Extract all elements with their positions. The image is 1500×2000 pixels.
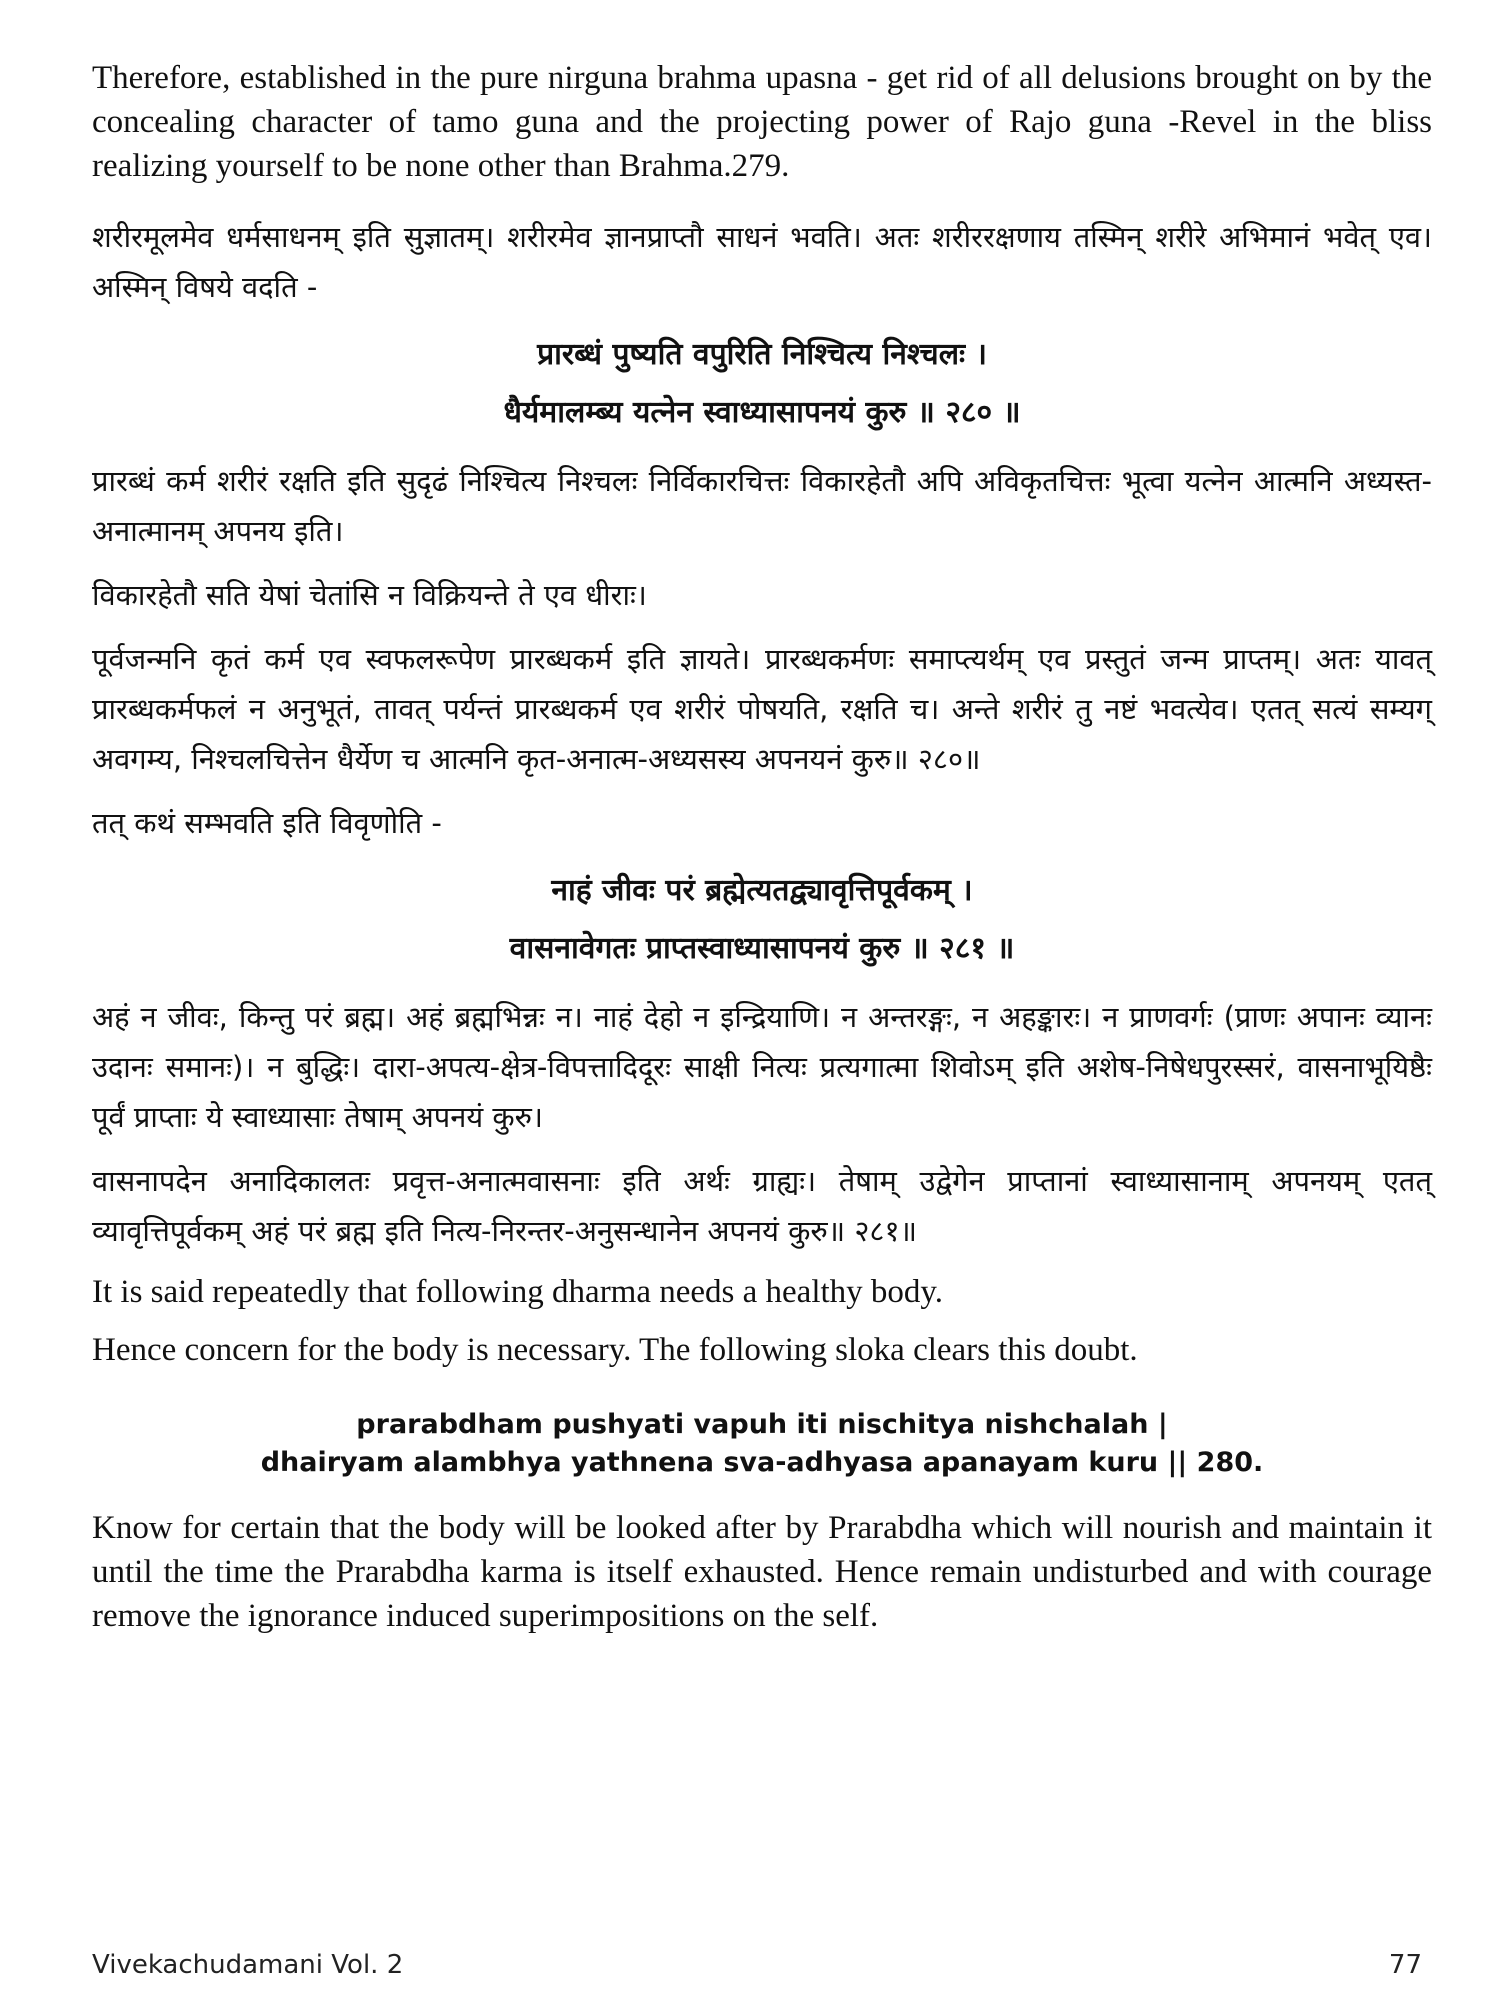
sanskrit-paragraph-2: प्रारब्धं कर्म शरीरं रक्षति इति सुदृढं निश्चित्य निश्चलः निर्विकारचित्तः विकारहेतौ अपि अविकृतचित्तः भूत्वा यत्नेन आत्मनि अध्यस्त-अनात्मानम् अपनय इति। — [92, 464, 1432, 548]
page-content — [92, 56, 1432, 1638]
sanskrit-paragraph-5: तत् कथं सम्भवति इति विवृणोति - — [92, 806, 442, 840]
intro-english-paragraph: Therefore, established in the pure nirguna brahma upasna - get rid of all delusions brought on by the concealing character of tamo guna and the projecting power of Rajo guna -Revel in the bliss realizing yourself to be none other than Brahma.279. — [92, 60, 1432, 184]
footer-book-title: Vivekachudamani Vol. 2 — [92, 1950, 404, 1980]
transliteration-line-1: prarabdham pushyati vapuh iti nischitya nishchalah | — [356, 1409, 1168, 1440]
sanskrit-paragraph-7: वासनापदेन अनादिकालतः प्रवृत्त-अनात्मवासनाः इति अर्थः ग्राह्यः। तेषाम् उद्वेगेन प्राप्तानां स्वाध्यासानाम् अपनयम् एतत् व्यावृत्तिपूर्वकम् अहं परं ब्रह्म इति नित्य-निरन्तर-अनुसन्धानेन अपनयं कुरु॥ २८१॥ — [92, 1164, 1432, 1248]
verse-280 — [92, 326, 1432, 442]
english-line-1: It is said repeatedly that following dharma needs a healthy body. — [92, 1274, 944, 1310]
transliteration-verse-280 — [92, 1406, 1432, 1482]
english-translation-paragraph: Know for certain that the body will be looked after by Prarabdha which will nourish and maintain it until the time the Prarabdha karma is itself exhausted. Hence remain undisturbed and with courage remove the ignorance induced superimpositions on the self. — [92, 1510, 1432, 1634]
verse-281-line-2: वासनावेगतः प्राप्तस्वाध्यासापनयं कुरु ॥ २८१ ॥ — [509, 931, 1015, 966]
english-line-2: Hence concern for the body is necessary. The following sloka clears this doubt. — [92, 1332, 1138, 1368]
transliteration-line-2: dhairyam alambhya yathnena sva-adhyasa apanayam kuru || 280. — [260, 1447, 1264, 1478]
verse-280-line-2: धैर्यमालम्ब्य यत्नेन स्वाध्यासापनयं कुरु ॥ २८० ॥ — [503, 395, 1021, 430]
sanskrit-paragraph-3: विकारहेतौ सति येषां चेतांसि न विक्रियन्ते ते एव धीराः। — [92, 578, 647, 612]
verse-281-line-1: नाहं जीवः परं ब्रह्मेत्यतद्व्यावृत्तिपूर्वकम् । — [551, 873, 973, 908]
verse-281 — [92, 862, 1432, 978]
verse-280-line-1: प्रारब्धं पुष्यति वपुरिति निश्चित्य निश्चलः । — [537, 337, 987, 372]
sanskrit-paragraph-4: पूर्वजन्मनि कृतं कर्म एव स्वफलरूपेण प्रारब्धकर्म इति ज्ञायते। प्रारब्धकर्मणः समाप्त्यर्थम् एव प्रस्तुतं जन्म प्राप्तम्। अतः यावत् प्रारब्धकर्मफलं न अनुभूतं, तावत् पर्यन्तं प्रारब्धकर्म एव शरीरं पोषयति, रक्षति च। अन्ते शरीरं तु नष्टं भवत्येव। एतत् सत्यं सम्यग् अवगम्य, निश्चलचित्तेन धैर्येण च आत्मनि कृत-अनात्म-अध्यसस्य अपनयनं कुरु॥ २८०॥ — [92, 642, 1432, 776]
footer-page-number: 77 — [1388, 1950, 1422, 1980]
sanskrit-paragraph-1: शरीरमूलमेव धर्मसाधनम् इति सुज्ञातम्। शरीरमेव ज्ञानप्राप्तौ साधनं भवति। अतः शरीररक्षणाय तस्मिन् शरीरे अभिमानं भवेत् एव। अस्मिन् विषये वदति - — [92, 220, 1432, 304]
sanskrit-paragraph-6: अहं न जीवः, किन्तु परं ब्रह्म। अहं ब्रह्मभिन्नः न। नाहं देहो न इन्द्रियाणि। न अन्तरङ्गः, न अहङ्कारः। न प्राणवर्गः (प्राणः अपानः व्यानः उदानः समानः)। न बुद्धिः। दारा-अपत्य-क्षेत्र-विपत्तादिदूरः साक्षी नित्यः प्रत्यगात्मा शिवोऽम् इति अशेष-निषेधपुरस्सरं, वासनाभूयिष्ठैः पूर्वं प्राप्ताः ये स्वाध्यासाः तेषाम् अपनयं कुरु। — [92, 1000, 1432, 1134]
